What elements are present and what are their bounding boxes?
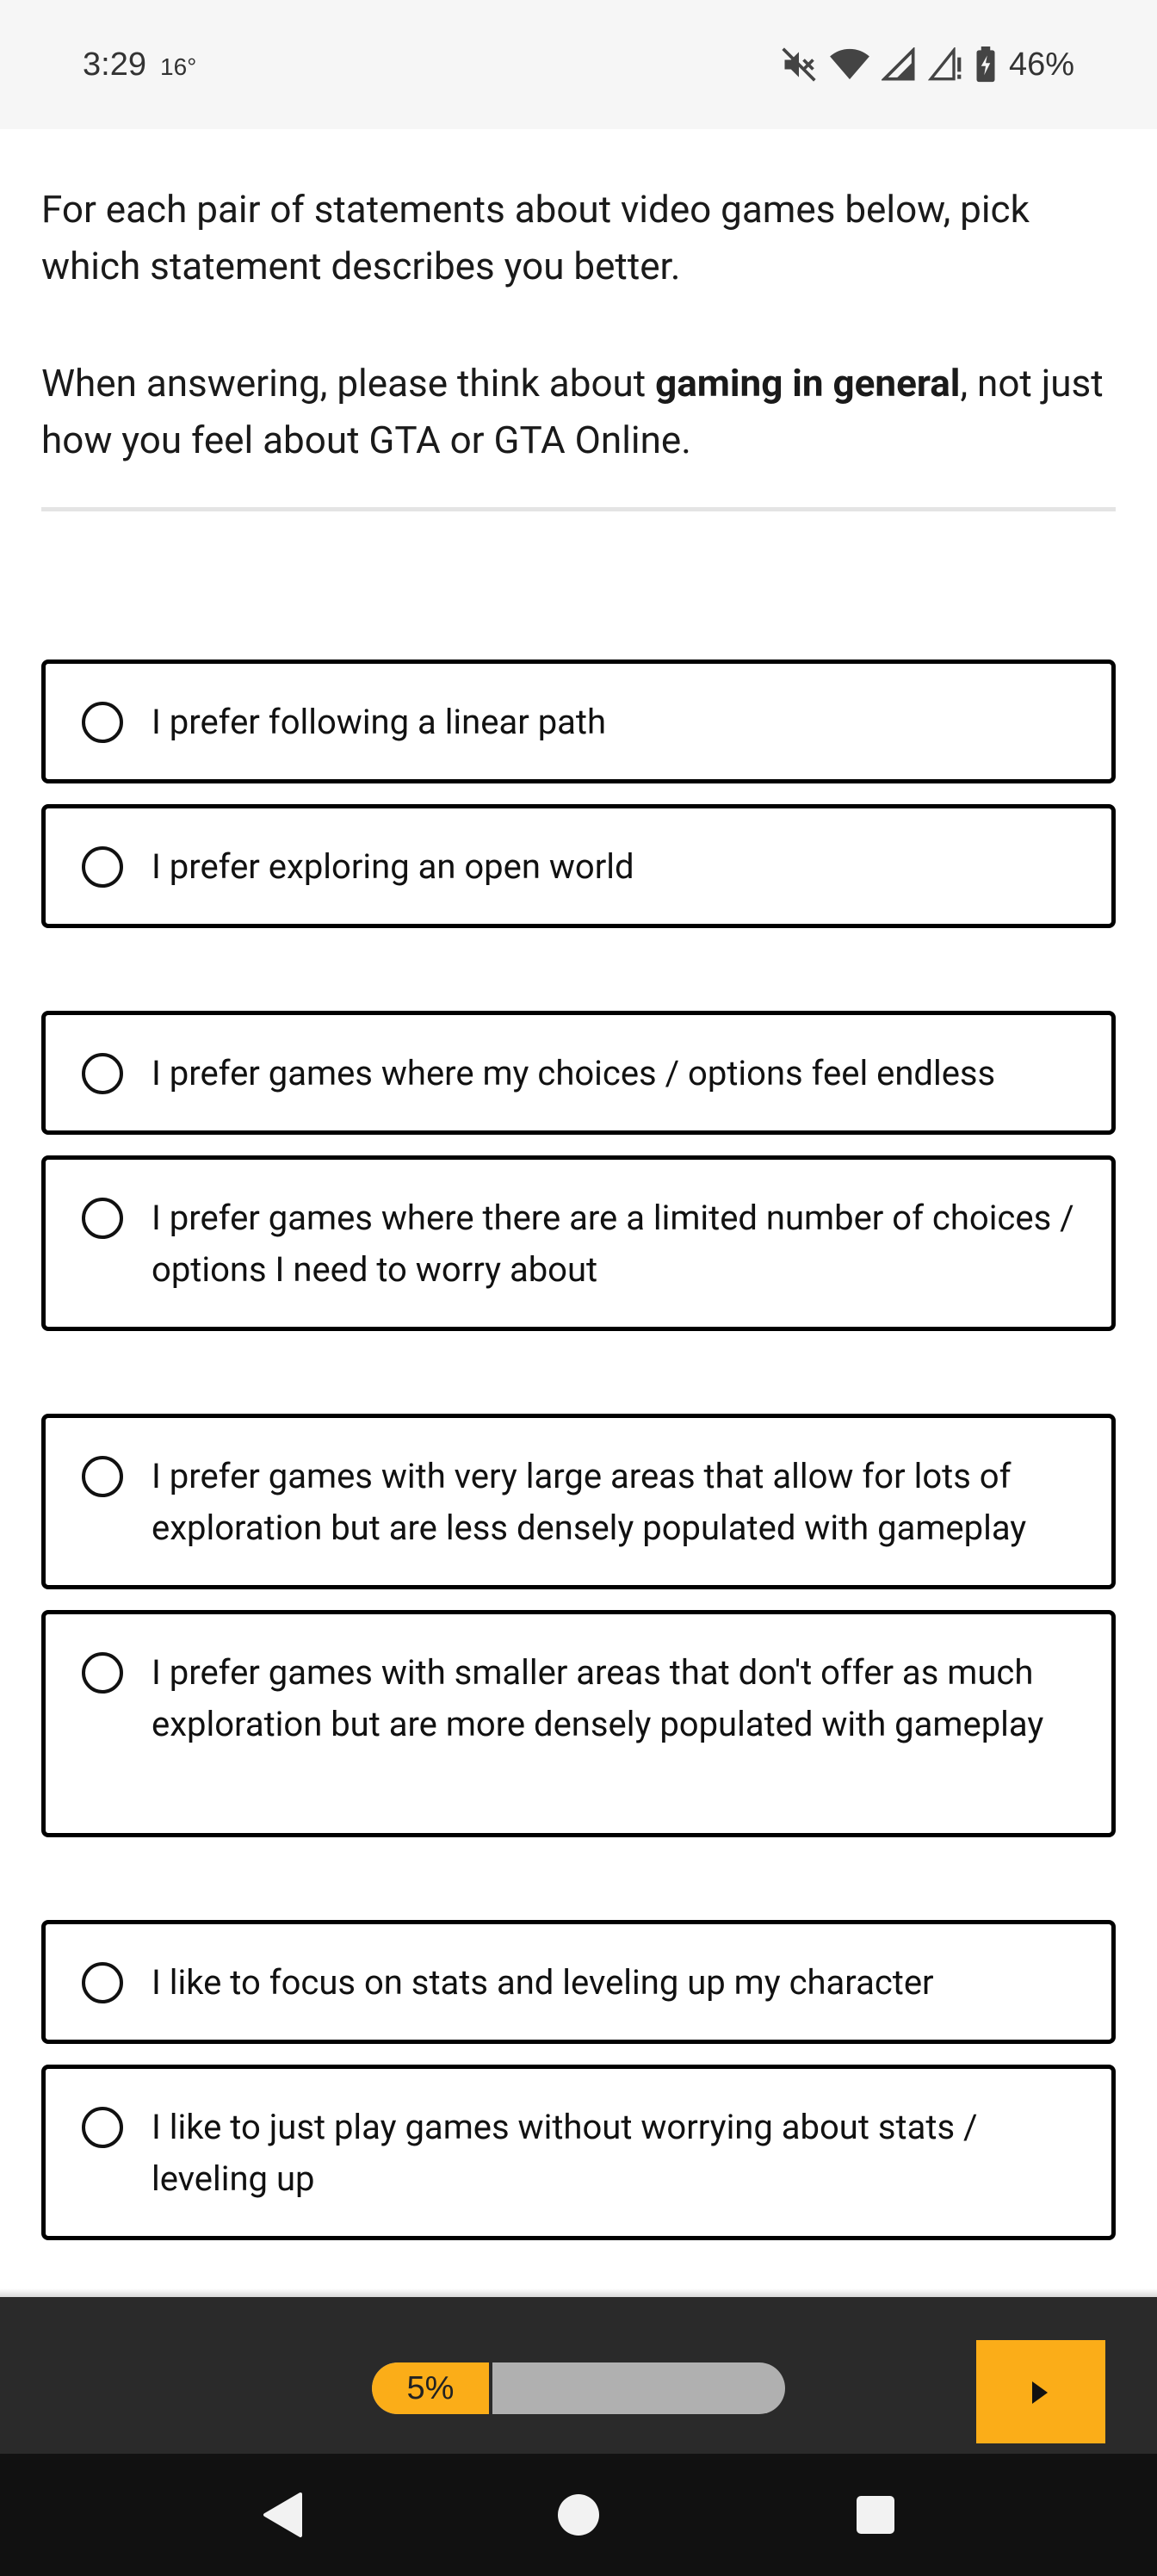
progress-bar xyxy=(372,2362,785,2414)
radio-button[interactable] xyxy=(82,846,123,888)
radio-button[interactable] xyxy=(82,1456,123,1497)
status-icons xyxy=(780,43,1074,86)
battery-percentage: 46% xyxy=(1008,46,1074,83)
radio-button[interactable] xyxy=(82,1962,123,2003)
instructions-paragraph-2: When answering, please think about gaming in general, not just how you feel about GTA or GTA Online. xyxy=(41,361,1104,462)
status-temperature: 16° xyxy=(160,53,197,80)
radio-button[interactable] xyxy=(82,1652,123,1694)
next-button[interactable] xyxy=(976,2340,1105,2443)
status-bar xyxy=(0,0,1157,129)
progress-label: 5% xyxy=(406,2370,455,2406)
option-label: I prefer games where my choices / options feel endless xyxy=(152,1053,996,1093)
survey-instructions xyxy=(41,181,1117,468)
back-button[interactable] xyxy=(213,2454,351,2576)
mute-icon xyxy=(780,46,818,84)
option-q2-endless-choices[interactable] xyxy=(41,1011,1116,1135)
instructions-paragraph-1: For each pair of statements about video games below, pick which statement describes you better. xyxy=(41,187,1030,288)
status-time: 3:29 xyxy=(83,46,146,83)
back-triangle-icon xyxy=(261,2492,304,2538)
signal-alert-icon xyxy=(928,47,962,82)
radio-button[interactable] xyxy=(82,1053,123,1094)
option-q4-stats-leveling[interactable] xyxy=(41,1920,1116,2044)
option-q1-open-world[interactable] xyxy=(41,804,1116,928)
option-label: I like to focus on stats and leveling up my character xyxy=(152,1962,934,2003)
option-q1-linear-path[interactable] xyxy=(41,659,1116,783)
battery-charging-icon xyxy=(974,46,997,83)
option-label: I prefer games with smaller areas that don't offer as much exploration but are more densely populated with gameplay xyxy=(152,1652,1044,1744)
option-q3-large-areas[interactable] xyxy=(41,1414,1116,1589)
wifi-icon xyxy=(830,46,869,83)
progress-marker xyxy=(489,2362,492,2414)
emphasis-text: gaming in general xyxy=(655,361,961,406)
section-divider xyxy=(41,507,1116,511)
recents-button[interactable] xyxy=(807,2454,944,2576)
home-circle-icon xyxy=(556,2492,601,2537)
option-label: I prefer exploring an open world xyxy=(152,846,634,887)
option-q4-just-play[interactable] xyxy=(41,2065,1116,2240)
option-q2-limited-choices[interactable] xyxy=(41,1155,1116,1331)
radio-button[interactable] xyxy=(82,702,123,743)
radio-button[interactable] xyxy=(82,2107,123,2148)
signal-icon xyxy=(882,47,916,82)
home-button[interactable] xyxy=(510,2454,647,2576)
option-label: I prefer games with very large areas that allow for lots of exploration but are less densely populated with gameplay xyxy=(152,1456,1027,1548)
option-label: I prefer following a linear path xyxy=(152,702,607,742)
recents-square-icon xyxy=(856,2495,895,2535)
option-q3-smaller-areas[interactable] xyxy=(41,1610,1116,1837)
play-arrow-icon xyxy=(1029,2380,1051,2406)
system-nav-bar xyxy=(0,2454,1157,2576)
option-label: I prefer games where there are a limited number of choices / options I need to worry about xyxy=(152,1198,1074,1290)
option-label: I like to just play games without worrying about stats / leveling up xyxy=(152,2107,978,2199)
survey-footer xyxy=(0,2297,1157,2454)
radio-button[interactable] xyxy=(82,1198,123,1239)
